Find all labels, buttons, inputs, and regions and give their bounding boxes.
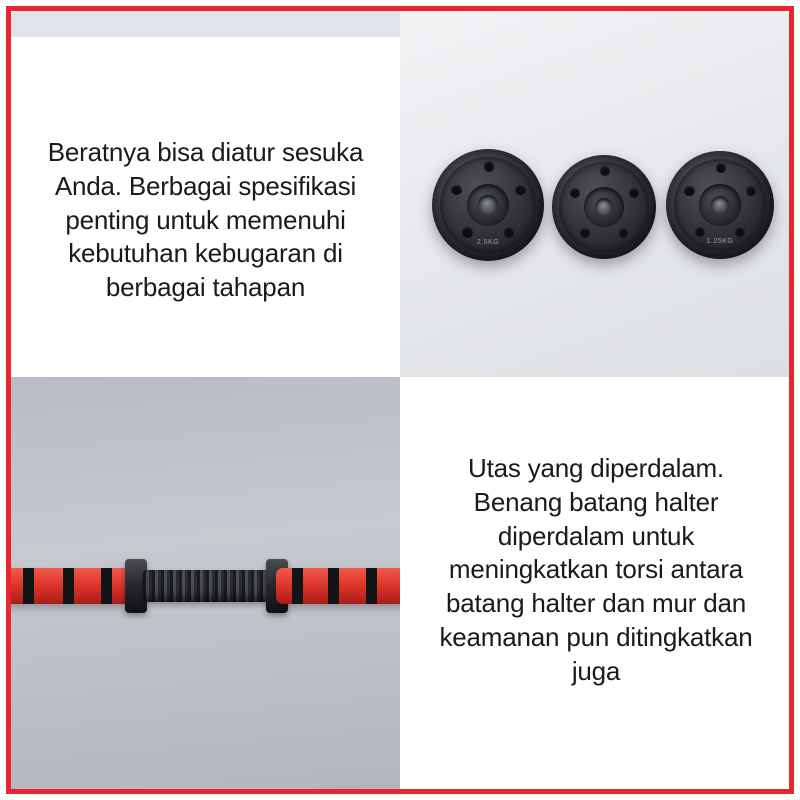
grip-stripe [23,568,34,604]
frame-border-right [789,6,794,794]
plate-weight-label: 2.5KG [476,239,500,247]
threaded-bar-section [143,570,271,602]
grip-stripe [292,568,303,604]
panel-top-left [11,11,400,377]
weight-plate-medium [552,155,656,259]
foam-grip-right [276,568,400,604]
plate-bore [478,195,497,214]
plate-hole [570,188,580,198]
panel-top-right-plates-photo [400,11,789,377]
panel-bottom-right [400,377,789,789]
plate-hole [746,186,756,196]
panel-bottom-left-barbell-photo [11,377,400,789]
plate-hole [580,228,590,238]
poster-inner [11,11,789,789]
top-accent-band [11,11,400,37]
plate-hole [451,185,462,196]
caption-weight-adjustable: Beratnya bisa diatur sesuka Anda. Berbagai spesifikasi penting untuk memenuhi kebutuhan kebugaran di berbagai tahapan [47,137,364,303]
plate-hole [462,227,473,238]
grip-stripe [328,568,339,604]
plate-hole [684,186,694,196]
weight-plate-small [666,151,774,259]
plate-hole [629,188,639,198]
foam-grip-left [11,568,133,604]
caption-deepened-thread: Utas yang diperdalam. Benang batang halter diperdalam untuk meningkatkan torsi antara batang halter dan mur dan keamanan pun ditingkatkan juga [439,453,753,686]
grip-stripe [101,568,112,604]
plate-hole [716,163,726,173]
weight-plate-large [432,149,544,261]
plate-hole [619,228,629,238]
plate-hole [484,161,495,172]
grip-stripe [63,568,74,604]
plate-hole [515,185,526,196]
plate-weight-label: 1.25KG [706,237,734,245]
frame-border-bottom [6,789,794,794]
plate-bore [595,198,613,216]
grip-stripe [366,568,377,604]
plate-hole [600,166,610,176]
barbell-bar [11,545,400,625]
